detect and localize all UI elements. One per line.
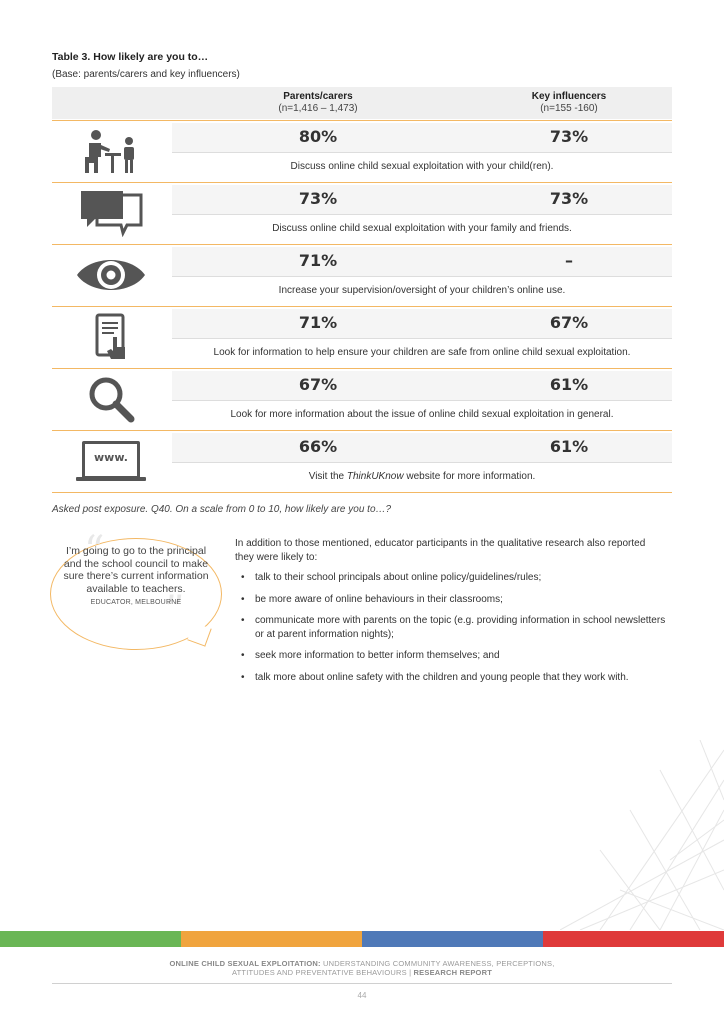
tablet-touch-icon — [52, 307, 170, 367]
footer-report-type: RESEARCH REPORT — [413, 968, 492, 977]
open-quote-icon: “ — [84, 528, 105, 574]
row-inner-divider — [172, 400, 672, 401]
row-statement: Look for information to help ensure your children are safe from online child sexual exploitation. — [213, 347, 631, 358]
color-block-red — [543, 931, 724, 947]
speech-bubbles-icon — [52, 183, 170, 243]
list-item: • be more aware of online behaviours in their classrooms; — [235, 593, 675, 607]
close-quote-icon: ” — [164, 588, 185, 634]
table-footnote: Asked post exposure. Q40. On a scale from 0 to 10, how likely are you to…? — [52, 504, 392, 515]
row-statement: Discuss online child sexual exploitation with your child(ren). — [290, 161, 554, 172]
eye-icon — [52, 245, 170, 305]
page-number: 44 — [357, 991, 367, 1000]
thinkuknow-name: ThinkUKnow — [346, 471, 404, 482]
parents-percentage: 66% — [298, 437, 338, 456]
list-item: • communicate more with parents on the topic (e.g. providing information in school newsletters or at parent information nights); — [235, 614, 675, 641]
quote-attribution: EDUCATOR, MELBOURNE — [90, 599, 182, 606]
row-inner-divider — [172, 462, 672, 463]
influencers-percentage: 61% — [549, 375, 589, 394]
parents-percentage: 67% — [298, 375, 338, 394]
row-statement — [172, 471, 672, 482]
footer-rule — [52, 983, 672, 984]
footer-subtitle-a: ATTITUDES AND PREVENTATIVE BEHAVIOURS — [232, 968, 407, 977]
color-block-orange — [181, 931, 362, 947]
list-item: • talk more about online safety with the children and young people that they work with. — [235, 671, 675, 685]
column-header-influencers — [469, 91, 669, 114]
footer-title — [0, 959, 724, 968]
column-sample-size: (n=1,416 – 1,473) — [278, 103, 358, 114]
statement-text: website for more information. — [403, 471, 536, 482]
row-inner-divider — [172, 338, 672, 339]
table-title: Table 3. How likely are you to… — [52, 51, 209, 63]
row-inner-divider — [172, 152, 672, 153]
footer-title-rest: UNDERSTANDING COMMUNITY AWARENESS, PERCEPTIONS, — [320, 959, 555, 968]
footer-color-bar — [0, 931, 724, 947]
decorative-lines — [560, 740, 724, 930]
column-sample-size: (n=155 -160) — [540, 103, 598, 114]
row-separator — [52, 492, 672, 493]
footer-subtitle — [0, 968, 724, 977]
parents-percentage: 80% — [298, 127, 338, 146]
influencers-percentage: 73% — [549, 127, 589, 146]
parents-percentage: 73% — [298, 189, 338, 208]
quote-text: I’m going to go to the principal and the school council to make sure there’s current information available to teachers. — [63, 545, 209, 595]
column-heading: Parents/carers — [283, 91, 353, 102]
influencers-percentage: 61% — [549, 437, 589, 456]
laptop-www-icon — [52, 431, 170, 491]
bullet-list — [235, 571, 675, 692]
row-statement: Increase your supervision/oversight of your children’s online use. — [278, 285, 566, 296]
color-block-green — [0, 931, 181, 947]
parents-percentage: 71% — [298, 313, 338, 332]
body-intro: In addition to those mentioned, educator participants in the qualitative research also reported they were likely to: — [235, 538, 646, 563]
row-inner-divider — [172, 214, 672, 215]
row-statement: Look for more information about the issue of online child sexual exploitation in general. — [230, 409, 614, 420]
list-item: • talk to their school principals about online policy/guidelines/rules; — [235, 571, 675, 585]
laptop-screen-text: www. — [94, 451, 128, 464]
table-base-note: (Base: parents/carers and key influencers) — [52, 69, 240, 80]
list-item: • seek more information to better inform themselves; and — [235, 649, 675, 663]
influencers-percentage: – — [565, 251, 573, 270]
row-inner-divider — [172, 276, 672, 277]
column-header-parents — [218, 91, 418, 114]
parents-percentage: 71% — [298, 251, 338, 270]
magnifier-icon — [52, 369, 170, 429]
footer-title-bold: ONLINE CHILD SEXUAL EXPLOITATION: — [169, 959, 321, 968]
parent-child-meeting-icon — [52, 121, 170, 181]
row-statement: Discuss online child sexual exploitation with your family and friends. — [272, 223, 572, 234]
statement-text: Visit the — [308, 471, 347, 482]
color-block-blue — [362, 931, 543, 947]
influencers-percentage: 67% — [549, 313, 589, 332]
influencers-percentage: 73% — [549, 189, 589, 208]
footer-separator: | — [409, 968, 412, 977]
column-heading: Key influencers — [531, 91, 607, 102]
